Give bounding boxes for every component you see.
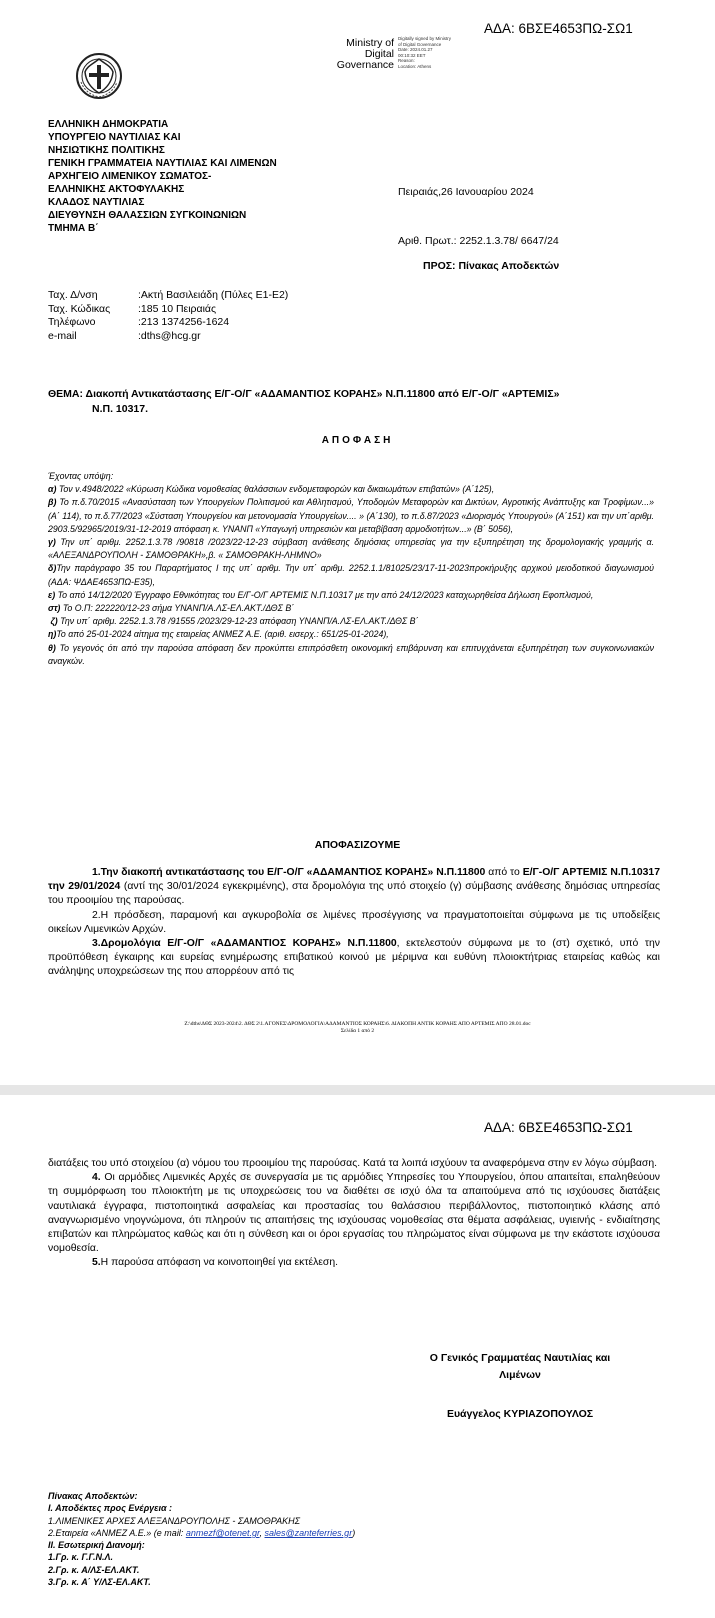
decision-paragraph-2: 2.Η πρόσδεση, παραμονή και αγκυροβολία σε λιμένες προσέγγισης να πραγματοποιείται σύμφωνα με τις υποδείξεις οικείων Λιμενικών Αρχών. — [48, 909, 660, 935]
contact-value: :Ακτή Βασιλειάδη (Πύλες Ε1-Ε2) — [138, 289, 289, 301]
preamble-item-mark: στ) — [48, 603, 61, 614]
signature-meta-line: of Digital Governance — [398, 41, 442, 47]
preamble-item — [48, 483, 654, 496]
header-line: ΝΗΣΙΩΤΙΚΗΣ ΠΟΛΙΤΙΚΗΣ — [48, 145, 165, 156]
signature-meta-line: Date: 2024.01.27 — [398, 47, 433, 52]
header-line: ΕΛΛΗΝΙΚΗ ΔΗΜΟΚΡΑΤΙΑ — [48, 119, 169, 130]
preamble-item-mark: β) — [48, 497, 57, 508]
recipients-label: ΠΡΟΣ: Πίνακας Αποδεκτών — [423, 260, 560, 272]
preamble-item-text: Την υπ΄ αριθμ. 2252.1.3.78 /90818 /2023/22-12-23 σύμβαση ανάθεσης δημόσιας υπηρεσίας για την εξυπηρέτηση της δρομολογιακής γραμμής α. «ΑΛΕΞΑΝΔΡΟΥΠΟΛΗ - ΣΑΜΟΘΡΑΚΗ»,β. « ΣΑΜΟΘΡΑΚΗ-ΛΗΜΝΟ» — [48, 537, 654, 561]
header-line: ΓΕΝΙΚΗ ΓΡΑΜΜΑΤΕΙΑ ΝΑΥΤΙΛΙΑΣ ΚΑΙ ΛΙΜΕΝΩΝ — [48, 158, 277, 169]
header-line: ΚΛΑΔΟΣ ΝΑΥΤΙΛΙΑΣ — [48, 197, 145, 208]
paragraph-text: Η παρούσα απόφαση να κοινοποιηθεί για εκτέλεση. — [100, 1257, 338, 1269]
preamble-item-mark: ζ) — [50, 616, 58, 627]
email-link[interactable]: anmezf@otenet.gr — [185, 1527, 260, 1538]
preamble-item-text: Το γεγονός ότι από την παρούσα απόφαση δεν προκύπτει επιπρόσθετη οικονομική επιβάρυνση και επιτυγχάνεται εξυπηρέτηση των συγκοινωνιακών αναγκών. — [48, 642, 654, 666]
contact-label: Τηλέφωνο — [48, 316, 96, 328]
preamble-item-text: Το από 14/12/2020 Έγγραφο Εθνικότητας του Ε/Γ-Ο/Γ ΑΡΤΕΜΙΣ Ν.Π.10317 με την από 24/12/2023 καταχωρηθείσα Δήλωση Εφοπλισμού, — [57, 589, 594, 600]
signatory-block — [400, 1350, 640, 1423]
header-line: ΑΡΧΗΓΕΙΟ ΛΙΜΕΝΙΚΟΥ ΣΩΜΑΤΟΣ- — [48, 171, 212, 182]
paragraph-text: Οι αρμόδιες Λιμενικές Αρχές σε συνεργασία με τις αρμόδιες Υπηρεσίες του Υπουργείου, όπου απαιτείται, επαληθεύουν τη συμμόρφωση του πλοιοκτήτη με τις υποχρεώσεις του να διαθέτει σε ισχύ όλα τα απαιτούμενα από τις ισχύουσες διατάξεις ναυτιλιακά έγγραφα, πιστοποιητικά ασφαλείας και προστασίας του θαλάσσιου περιβάλλοντος, πιστοποιητικό κλάσης από αναγνωρισμένο νηογνώμονα, ότι πληρούν τις απαιτήσεις της ισχύουσας νομοθεσίας στα θέματα ασφάλειας, υγιεινής - ενδιαίτησης επιβατών και πληρώματος καθώς και ότι η σύνθεση και οι όροι εργασίας του πληρώματος είναι σύμφωνα με την εκάστοτε ισχύουσα νομοθεσία. — [48, 1172, 660, 1255]
hellenic-republic-emblem-icon — [75, 52, 123, 100]
header-line: ΤΜΗΜΑ Β΄ — [48, 223, 99, 234]
paragraph-number: 4. — [92, 1172, 101, 1184]
decision-paragraph-4 — [48, 1171, 660, 1256]
place-date: Πειραιάς,26 Ιανουαρίου 2024 — [398, 186, 534, 198]
preamble-item-text: Το π.δ.70/2015 «Ανασύσταση των Υπουργείων Πολιτισμού και Αθλητισμού, Υποδομών Μεταφορών και Δικτύων, Αγροτικής Ανάπτυξης και Τροφίμων...» (Α΄ 114), το π.δ.77/2023 «Σύσταση Υπουργείου και μετονομασία Υπουργείων.... » (Α΄130), το π.δ.87/2023 «Διορισμός Υπουργού» (Α΄151) και την υπ΄αριθμ. 2903.5/92965/2019/31-12-2019 απόφαση κ. ΥΝΑΝΠ «Υπαγωγή υπηρεσιών και μεταβίβαση αρμοδιοτήτων...» (Β΄ 5056), — [48, 497, 654, 534]
preamble-item-text: Τον ν.4948/2022 «Κύρωση Κώδικα νομοθεσίας θαλάσσιων ενδομεταφορών και δικαιωμάτων επιβατών» (Α΄125), — [58, 484, 495, 495]
contact-row — [48, 316, 288, 330]
preamble-list — [48, 470, 654, 668]
preamble-item-mark: α) — [48, 484, 57, 495]
preamble-item — [48, 642, 654, 668]
contact-row — [48, 303, 288, 317]
preamble-item — [48, 602, 654, 615]
continuation-paragraph: διατάξεις του υπό στοιχείου (α) νόμου του προοιμίου της παρούσας. Κατά τα λοιπά ισχύουν τα αναφερόμενα στην εν λόγω σύμβαση. — [48, 1158, 658, 1169]
preamble-item-mark: δ) — [48, 563, 57, 574]
distribution-item: 3.Γρ. κ. Α΄ Υ/ΛΣ-ΕΛ.ΑΚΤ. — [48, 1577, 151, 1588]
decision-paragraphs-continued — [48, 1157, 660, 1271]
subject-line: ΘΕΜΑ: Διακοπή Αντικατάστασης Ε/Γ-Ο/Γ «ΑΔΑΜΑΝΤΙΟΣ ΚΟΡΑΗΣ» Ν.Π.11800 από Ε/Γ-Ο/Γ «ΑΡΤΕΜΙΣ» — [48, 388, 560, 400]
preamble-item — [48, 496, 654, 536]
contact-value: :213 1374256-1624 — [138, 316, 230, 328]
signatory-title: Λιμένων — [499, 1369, 541, 1381]
decision-paragraphs — [48, 866, 660, 980]
preamble-item-mark: η) — [48, 629, 57, 640]
decision-paragraph-1 — [48, 866, 660, 909]
we-decide-title: ΑΠΟΦΑΣΙΖΟΥΜΕ — [314, 839, 401, 851]
contact-row — [48, 330, 288, 344]
preamble-item-mark: ε) — [48, 589, 56, 600]
distribution-item-text: 2.Εταιρεία «ΑΝΜΕΖ Α.Ε.» (e mail: — [48, 1527, 186, 1538]
preamble-item — [48, 628, 654, 641]
email-link[interactable]: sales@zanteferries.gr — [264, 1527, 353, 1538]
ada-code: ΑΔΑ: 6ΒΣΕ4653ΠΩ-ΣΩ1 — [484, 1120, 633, 1135]
distribution-item: 2.Γρ. κ. Α/ΛΣ-ΕΛ.ΑΚΤ. — [48, 1564, 140, 1575]
contact-value: :185 10 Πειραιάς — [138, 302, 217, 315]
contact-value: :dths@hcg.gr — [138, 329, 201, 342]
contact-details — [48, 289, 288, 343]
preamble-item — [48, 562, 654, 588]
header-line: ΕΛΛΗΝΙΚΗΣ ΑΚΤΟΦΥΛΑΚΗΣ — [48, 184, 185, 195]
distribution-action-title: Ι. Αποδέκτες προς Ενέργεια : — [48, 1503, 173, 1514]
signature-meta-line: Reason: — [398, 58, 415, 63]
preamble-item — [48, 536, 654, 562]
contact-label: Ταχ. Δ/νση — [48, 289, 98, 301]
document-page-2 — [0, 1095, 715, 1618]
header-line: ΥΠΟΥΡΓΕΙΟ ΝΑΥΤΙΛΙΑΣ ΚΑΙ — [48, 132, 181, 143]
distribution-item-text: ) — [352, 1527, 356, 1538]
preamble-item — [48, 615, 654, 628]
protocol-number: Αριθ. Πρωτ.: 2252.1.3.78/ 6647/24 — [398, 235, 559, 247]
signature-ministry-line: Digital — [364, 48, 394, 60]
page-footer — [0, 1021, 715, 1035]
paragraph-text: , εκτελεστούν σύμφωνα με το (στ) σχετικό, υπό την προϋπόθεση έγκαιρης και ευρείας ενημέρωσης επιβατικού κοινού με μέριμνα και ευθύνη πλοιοκτήτριας εταιρείας καθώς και ανάληψης υποχρεώσεων της που απορρέουν από τις — [48, 938, 661, 978]
preamble-intro: Έχοντας υπόψη: — [48, 471, 114, 481]
distribution-item: 1.ΛΙΜΕΝΙΚΕΣ ΑΡΧΕΣ ΑΛΕΞΑΝΔΡΟΥΠΟΛΗΣ - ΣΑΜΟΘΡΑΚΗΣ — [48, 1515, 301, 1526]
distribution-separator: , — [259, 1527, 265, 1538]
signature-ministry-line: Ministry of — [346, 37, 394, 49]
subject-line-continued: Ν.Π. 10317. — [92, 403, 149, 415]
decision-paragraph-5 — [48, 1256, 660, 1270]
footer-page-number: Σελίδα 1 από 2 — [340, 1028, 375, 1034]
distribution-internal-title: ΙΙ. Εσωτερική Διανομή: — [48, 1540, 145, 1551]
ada-code: ΑΔΑ: 6ΒΣΕ4653ΠΩ-ΣΩ1 — [484, 21, 633, 36]
signature-meta-line: Location: Athens — [398, 63, 432, 69]
paragraph-bold-part: 1.Την διακοπή αντικατάστασης του Ε/Γ-Ο/Γ «ΑΔΑΜΑΝΤΙΟΣ ΚΟΡΑΗΣ» Ν.Π.11800 — [92, 867, 486, 878]
paragraph-number: 5. — [92, 1257, 101, 1269]
header-line: ΔΙΕΥΘΥΝΣΗ ΘΑΛΑΣΣΙΩΝ ΣΥΓΚΟΙΝΩΝΙΩΝ — [48, 210, 247, 221]
signatory-name: Ευάγγελος ΚΥΡΙΑΖΟΠΟΥΛΟΣ — [446, 1408, 594, 1420]
preamble-item — [48, 589, 654, 602]
decision-title: ΑΠΟΦΑΣΗ — [321, 435, 394, 446]
footer-file-path: Z:\dths\ΔΘΣ 2023-2024\2. ΔΘΣ 2\1.ΑΓΟΝΕΣ\ΔΡΟΜΟΛΟΓΙΑ\ΑΔΑΜΑΝΤΙΟΣ ΚΟΡΑΗΣ\6. ΔΙΑΚΟΠΗ ΑΝΤΙΚ ΚΟΡΑΗΣ ΑΠΟ ΑΡΤΕΜΙΣ ΑΠΟ 28.01.doc — [184, 1021, 531, 1027]
paragraph-bold-part: Ε/Γ-Ο/Γ ΑΡΤΕΜΙΣ Ν.Π.10317 την 29/01/2024 — [48, 867, 660, 893]
contact-label: Ταχ. Κώδικας — [48, 302, 111, 315]
preamble-item-text: Το από 25-01-2024 αίτημα της εταιρείας ΑΝΜΕΖ Α.Ε. (αριθ. εισερχ.: 651/25-01-2024), — [56, 629, 389, 640]
contact-label: e-mail — [48, 329, 77, 342]
signature-meta-line: 00:10:32 EET — [398, 52, 426, 58]
preamble-item-mark: γ) — [48, 537, 56, 548]
distribution-list — [48, 1490, 648, 1588]
preamble-item-text: Την υπ΄ αριθμ. 2252.1.3.78 /91555 /2023/29-12-23 απόφαση ΥΝΑΝΠ/Α.ΛΣ-ΕΛ.ΑΚΤ./ΔΘΣ Β΄ — [60, 616, 419, 627]
signatory-title: Ο Γενικός Γραμματέας Ναυτιλίας και — [429, 1352, 611, 1364]
paragraph-bold-part: 3.Δρομολόγια Ε/Γ-Ο/Γ «ΑΔΑΜΑΝΤΙΟΣ ΚΟΡΑΗΣ» Ν.Π.11800 — [92, 938, 397, 950]
preamble-item-text: Την παράγραφο 35 του Παραρτήματος Ι της υπ΄ αριθμ. Την υπ΄ αριθμ. 2252.1.1/81025/23/17-11-2023προκήρυξης αρχικού μειοδοτικού διαγωνισμού (ΑΔΑ: ΨΔΑΕ4653ΠΩ-Ε35), — [48, 563, 654, 587]
issuing-authority-header — [48, 118, 277, 235]
paragraph-text: από το — [485, 867, 523, 878]
signature-ministry-line: Governance — [336, 59, 394, 71]
preamble-item-mark: θ) — [48, 642, 56, 653]
contact-row — [48, 289, 288, 303]
signature-meta-line: Digitally signed by Ministry — [398, 36, 452, 41]
paragraph-text: (αντί της 30/01/2024 εγκεκριμένης), στα δρομολόγια της υπό στοιχείο (γ) σύμβασης ανάθεσης δημόσιας υπηρεσίας του προοιμίου της παρούσας. — [48, 881, 660, 907]
distribution-item — [48, 1527, 648, 1539]
distribution-item: 1.Γρ. κ. Γ.Γ.Ν.Λ. — [48, 1552, 114, 1563]
decision-paragraph-3 — [48, 937, 660, 980]
preamble-item-text: Το Ο.Π: 222220/12-23 σήμα ΥΝΑΝΠ/Α.ΛΣ-ΕΛ.ΑΚΤ./ΔΘΣ Β΄ — [62, 603, 295, 614]
distribution-title: Πίνακας Αποδεκτών: — [48, 1491, 138, 1501]
